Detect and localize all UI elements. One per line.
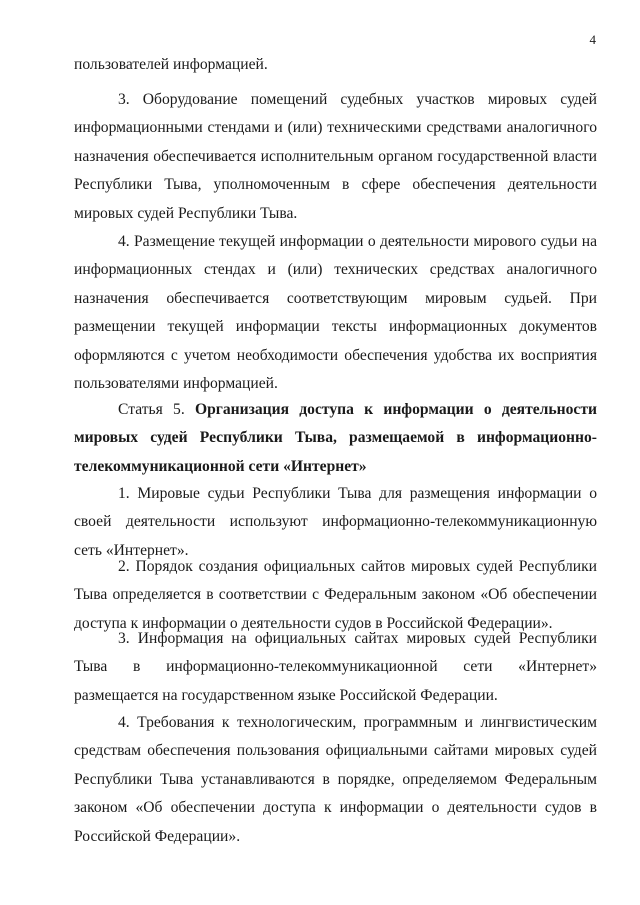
article-label: Статья 5.	[118, 401, 195, 418]
article-title: Организация доступа к информации о деятельности мировых судей Республики Тыва, размещаемой в информационно-телекоммуникационной сети «Интернет»	[74, 401, 597, 475]
article-item-4: 4. Требования к технологическим, программным и лингвистическим средствам обеспечения пользования официальными сайтами мировых судей Республики Тыва устанавливаются в порядке, определяемом Федеральным законом «Об обеспечении доступа к информации о деятельности судов в Российской Федерации».	[74, 714, 597, 845]
page-number: 4	[589, 32, 596, 47]
article-item-1: 1. Мировые судьи Республики Тыва для размещения информации о своей деятельности используют информационно-телекоммуникационную сеть «Интернет».	[74, 485, 597, 559]
article-item-3: 3. Информация на официальных сайтах мировых судей Республики Тыва в информационно-телекоммуникационной сети «Интернет» размещается на государственном языке Российской Федерации.	[74, 630, 597, 704]
article-5-heading	[74, 396, 597, 481]
paragraph-continuation: пользователей информацией.	[74, 56, 268, 73]
paragraph-3: 3. Оборудование помещений судебных участков мировых судей информационными стендами и (или) техническими средствами аналогичного назначения обеспечивается исполнительным органом государственной власти Республики Тыва, уполномоченным в сфере обеспечения деятельности мировых судей Республики Тыва.	[74, 91, 597, 222]
paragraph-4: 4. Размещение текущей информации о деятельности мирового судьи на информационных стендах и (или) технических средствах аналогичного назначения обеспечивается соответствующим мировым судьей. При размещении текущей информации тексты информационных документов оформляются с учетом необходимости обеспечения удобства их восприятия пользователями информацией.	[74, 233, 597, 393]
article-item-2: 2. Порядок создания официальных сайтов мировых судей Республики Тыва определяется в соответствии с Федеральным законом «Об обеспечении доступа к информации о деятельности судов в Российской Федерации».	[74, 558, 597, 632]
